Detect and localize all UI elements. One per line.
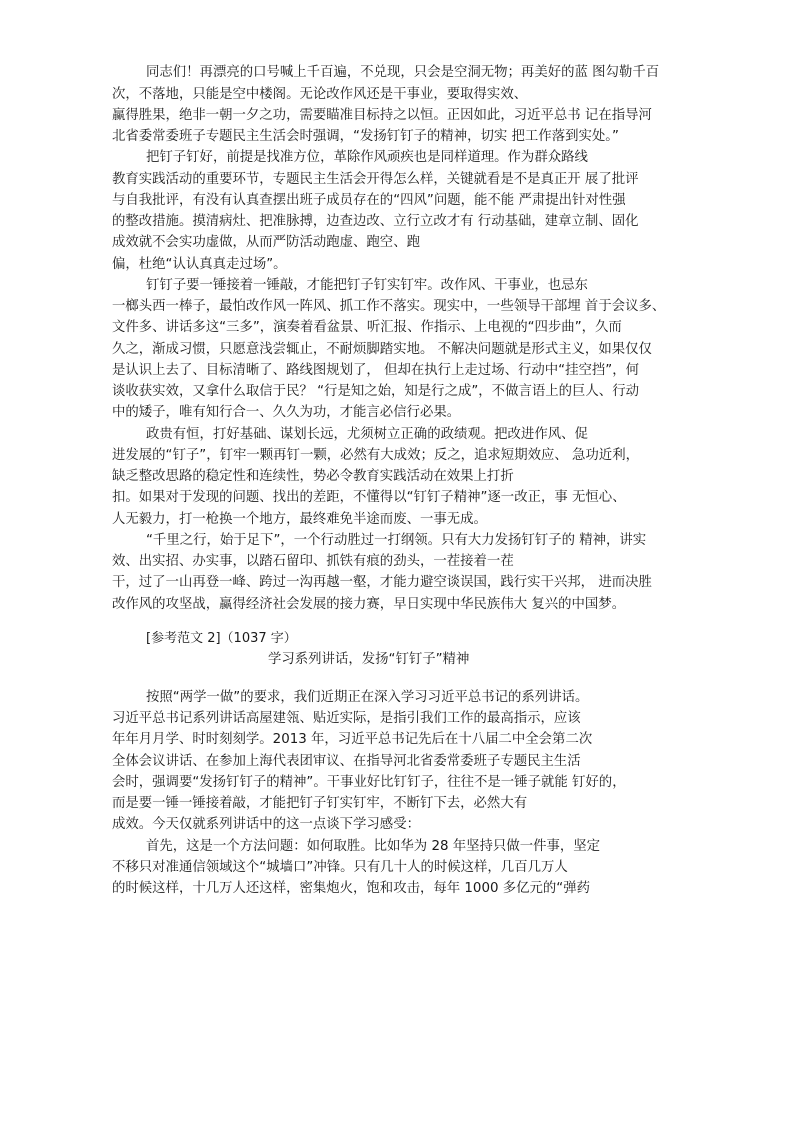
paragraph-line: 久之，渐成习惯，只愿意浅尝辄止，不耐烦脚踏实地。 不解决问题就是形式主义，如果仅仅 [112, 342, 652, 357]
paragraph-line: 一榔头西一棒子，最怕改作风一阵风、抓工作不落实。现实中，一些领导干部埋 首于会议多、 [112, 299, 666, 314]
paragraph-line: 的时候这样，十几万人还这样，密集炮火，饱和攻击，每年 1000 多亿元的“弹药 [112, 881, 591, 896]
paragraph-line: 次，不落地，只能是空中楼阁。无论改作风还是干事业，要取得实效、 [112, 87, 528, 102]
paragraph-line: 人无毅力，打一枪换一个地方，最终难免半途而废、一事无成。 [112, 512, 487, 527]
paragraph-line: 按照“两学一做”的要求，我们近期正在深入学习习近平总书记的系列讲话。 [146, 690, 589, 705]
paragraph-line: 与自我批评，有没有认真查摆出班子成员存在的“四风”问题，能不能 严肃提出针对性强 [112, 193, 626, 208]
paragraph-line: 钉钉子要一锤接着一锤敲，才能把钉子钉实钉牢。改作风、干事业，也忌东 [146, 278, 588, 293]
paragraph-line: 文件多、讲话多这“三多”，演奏着看盆景、听汇报、作指示、上电视的“四步曲”，久而 [112, 320, 622, 335]
paragraph-line: 偏，杜绝“认认真真走过场”。 [112, 257, 287, 272]
paragraph-line: 缺乏整改思路的稳定性和连续性，势必令教育实践活动在效果上打折 [112, 469, 514, 484]
paragraph-line: 教育实践活动的重要环节，专题民主生活会开得怎么样，关键就看是不是真正开 展了批评 [112, 172, 639, 187]
paragraph-line: “千里之行，始于足下”，一个行动胜过一打纲领。只有大力发扬钉钉子的 精神，讲实 [146, 533, 647, 548]
paragraph-line: 北省委常委班子专题民主生活会时强调，“发扬钉钉子的精神，切实 把工作落到实处。” [112, 129, 619, 144]
article-title: 学习系列讲话，发扬“钉钉子”精神 [268, 652, 470, 667]
paragraph-line: 扣。如果对于发现的问题、找出的差距，不懂得以“钉钉子精神”逐一改正，事 无恒心、 [112, 490, 626, 505]
paragraph-line: 把钉子钉好，前提是找准方位，革除作风顽疾也是同样道理。作为群众路线 [146, 150, 588, 165]
paragraph-line: 同志们！再漂亮的口号喊上千百遍，不兑现，只会是空洞无物；再美好的蓝 图勾勒千百 [146, 65, 660, 80]
paragraph-line: 赢得胜果，绝非一朝一夕之功，需要瞄准目标持之以恒。正因如此，习近平总书 记在指导河 [112, 108, 652, 123]
paragraph-line: 成效就不会实功虚做，从而严防活动跑虚、跑空、跑 [112, 235, 420, 250]
paragraph-line: 会时，强调要“发扬钉钉子的精神”。干事业好比钉钉子，往往不是一锤子就能 钉好的， [112, 775, 626, 790]
paragraph-line: 谈收获实效，又拿什么取信于民？ “行是知之始，知是行之成”，不做言语上的巨人、行动 [112, 384, 639, 399]
paragraph-line: 年年月月学、时时刻刻学。2013 年，习近平总书记先后在十八届二中全会第二次 [112, 732, 593, 747]
paragraph-line: 而是要一锤一锤接着敲，才能把钉子钉实钉牢，不断钉下去，必然大有 [112, 796, 528, 811]
paragraph-line: 成效。今天仅就系列讲话中的这一点谈下学习感受： [112, 817, 420, 832]
paragraph-line: 的整改措施。摸清病灶、把准脉搏，边查边改、立行立改才有 行动基础，建章立制、固化 [112, 214, 639, 229]
paragraph-line: 首先，这是一个方法问题：如何取胜。比如华为 28 年坚持只做一件事，坚定 [146, 839, 601, 854]
paragraph-line: 全体会议讲话、在参加上海代表团审议、在指导河北省委常委班子专题民主生活 [112, 754, 581, 769]
paragraph-line: 干，过了一山再登一峰、跨过一沟再越一壑，才能力避空谈误国，践行实干兴邦， 进而决胜 [112, 575, 652, 590]
reference-label: [参考范文 2]（1037 字） [146, 631, 297, 646]
paragraph-line: 中的矮子，唯有知行合一、久久为功，才能言必信行必果。 [112, 405, 461, 420]
paragraph-line: 改作风的攻坚战，赢得经济社会发展的接力赛，早日实现中华民族伟大 复兴的中国梦。 [112, 597, 626, 612]
paragraph-line: 政贵有恒，打好基础、谋划长远，尤须树立正确的政绩观。把改进作风、促 [146, 427, 588, 442]
paragraph-line: 习近平总书记系列讲话高屋建瓴、贴近实际，是指引我们工作的最高指示，应该 [112, 711, 581, 726]
paragraph-line: 效、出实招、办实事，以踏石留印、抓铁有痕的劲头，一茬接着一茬 [112, 554, 514, 569]
paragraph-line: 是认识上去了、目标清晰了、路线图规划了， 但却在执行上走过场、行动中“挂空挡”，何 [112, 363, 639, 378]
paragraph-line: 不移只对准通信领域这个“城墙口”冲锋。只有几十人的时候这样，几百几万人 [112, 860, 568, 875]
paragraph-line: 进发展的“钉子”，钉牢一颗再钉一颗，必然有大成效；反之，追求短期效应、 急功近利， [112, 448, 639, 463]
